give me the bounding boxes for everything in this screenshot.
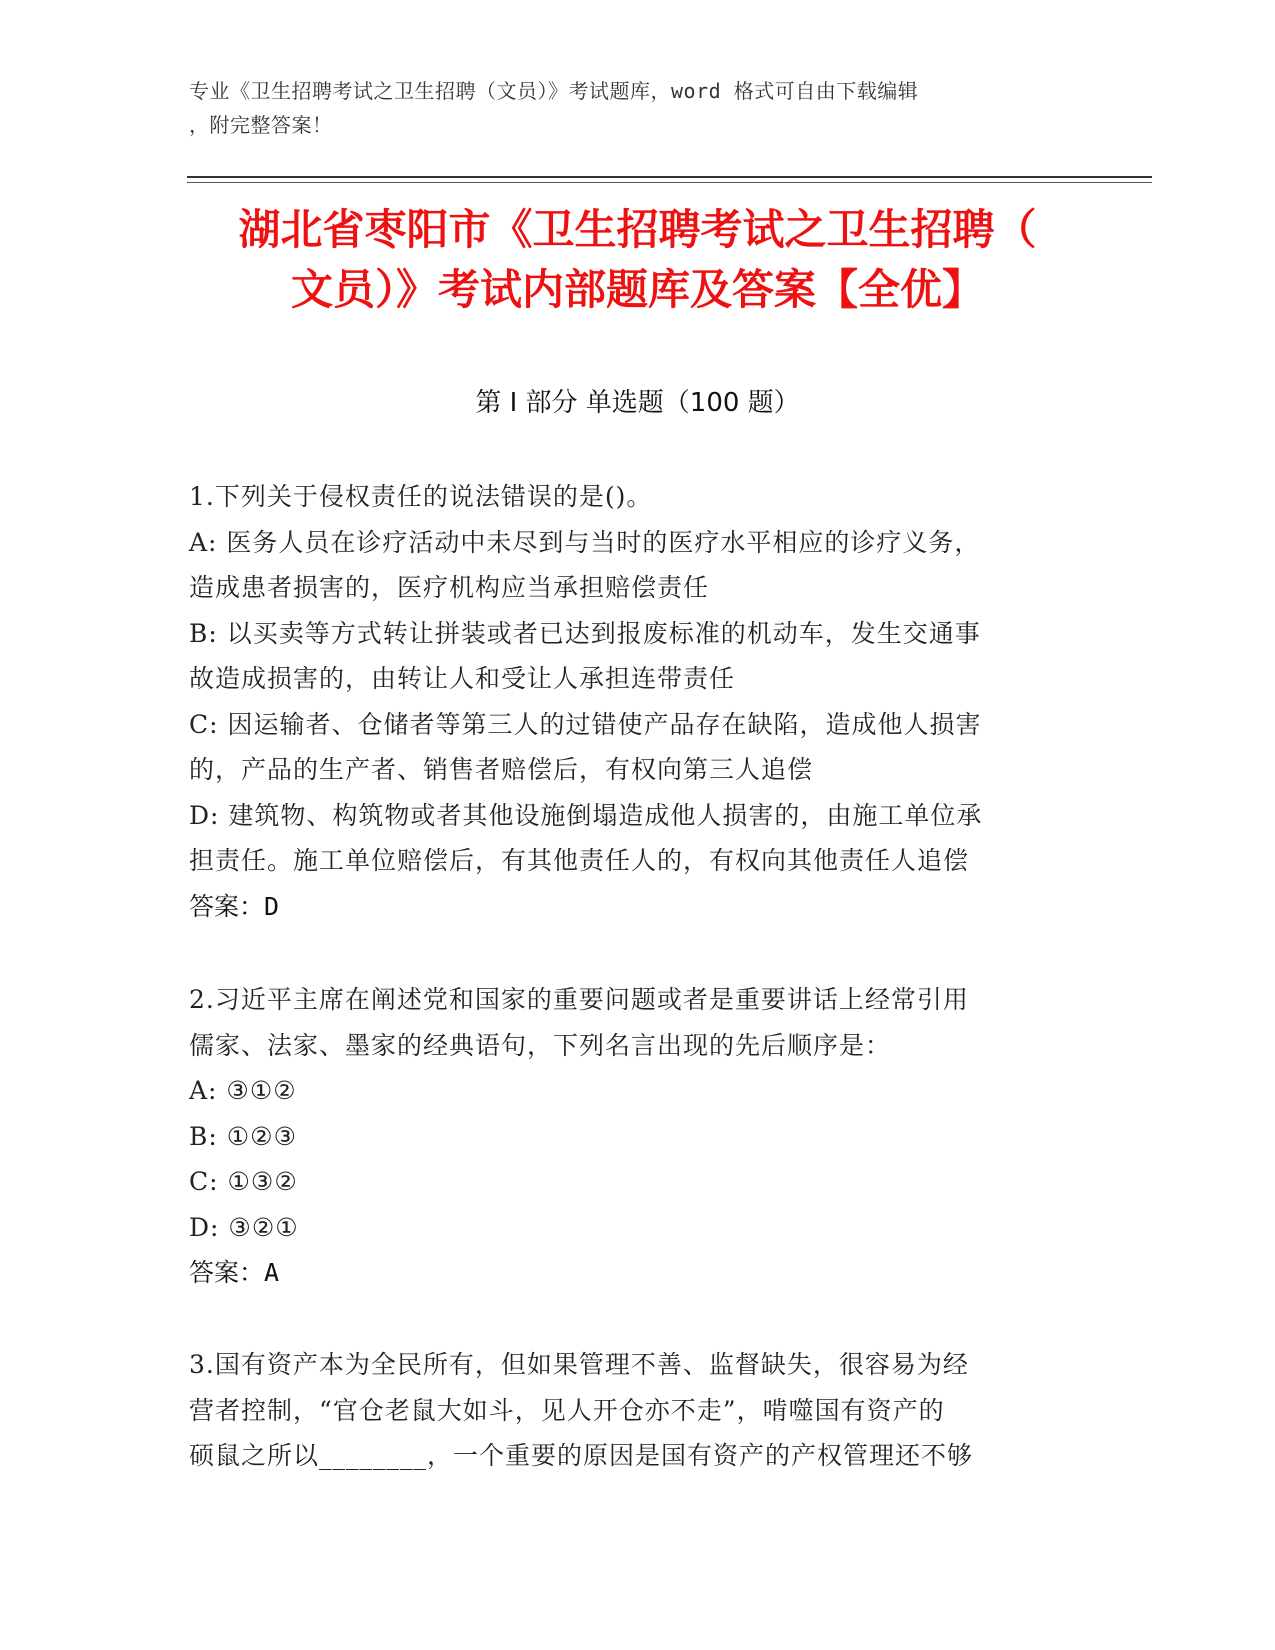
document-title-line: 文员）》考试内部题库及答案【全优】 — [290, 265, 984, 314]
question-stem: 2.习近平主席在阐述党和国家的重要问题或者是重要讲话上经常引用 — [189, 985, 969, 1014]
header-note-line: ，附完整答案！ — [189, 113, 333, 137]
header-divider — [187, 182, 1152, 183]
question-2 — [189, 977, 1069, 1296]
option-a-continued: 造成患者损害的，医疗机构应当承担赔偿责任 — [189, 573, 710, 602]
option-b: B: ①②③ — [189, 1121, 297, 1151]
answer-value: D — [264, 891, 280, 921]
answer-label: 答案： — [189, 1258, 265, 1287]
header-note — [189, 74, 1089, 142]
header-note-line: 专业《卫生招聘考试之卫生招聘（文员）》考试题库，word 格式可自由下载编辑 — [189, 79, 919, 103]
question-1 — [189, 474, 1069, 929]
question-stem-continued: 儒家、法家、墨家的经典语句，下列名言出现的先后顺序是： — [189, 1030, 892, 1060]
answer — [189, 884, 1069, 930]
option-b: B: 以买卖等方式转让拼装或者已达到报废标准的机动车，发生交通事 — [189, 618, 981, 648]
option-a: A: 医务人员在诊疗活动中未尽到与当时的医疗水平相应的诊疗义务， — [189, 527, 981, 557]
question-stem-continued: 硕鼠之所以________，一个重要的原因是国有资产的产权管理还不够 — [189, 1441, 974, 1470]
document-title-line: 湖北省枣阳市《卫生招聘考试之卫生招聘（ — [238, 205, 1037, 254]
option-d: D: ③②① — [189, 1212, 299, 1242]
option-c: C: 因运输者、仓储者等第三人的过错使产品存在缺陷，造成他人损害 — [189, 709, 982, 739]
option-a: A: ③①② — [189, 1076, 297, 1105]
option-d: D: 建筑物、构筑物或者其他设施倒塌造成他人损害的，由施工单位承 — [189, 800, 983, 830]
answer-value: A — [264, 1258, 280, 1287]
option-b-continued: 故造成损害的，由转让人和受让人承担连带责任 — [189, 664, 736, 693]
question-stem: 1.下列关于侵权责任的说法错误的是()。 — [189, 482, 653, 511]
option-c: C: ①③② — [189, 1167, 298, 1196]
answer — [189, 1250, 1069, 1296]
question-stem: 3.国有资产本为全民所有，但如果管理不善、监督缺失，很容易为经 — [189, 1350, 969, 1379]
question-3 — [189, 1342, 1069, 1479]
option-d-continued: 担责任。施工单位赔偿后，有其他责任人的，有权向其他责任人追偿 — [189, 846, 970, 875]
document-title — [180, 200, 1095, 320]
question-stem-continued: 营者控制，“官仓老鼠大如斗，见人开仓亦不走”，啃噬国有资产的 — [189, 1395, 945, 1425]
section-title: 第 I 部分 单选题（100 题） — [475, 388, 800, 418]
answer-label: 答案： — [189, 891, 265, 921]
header-divider — [187, 176, 1152, 178]
option-c-continued: 的，产品的生产者、销售者赔偿后，有权向第三人追偿 — [189, 755, 814, 784]
